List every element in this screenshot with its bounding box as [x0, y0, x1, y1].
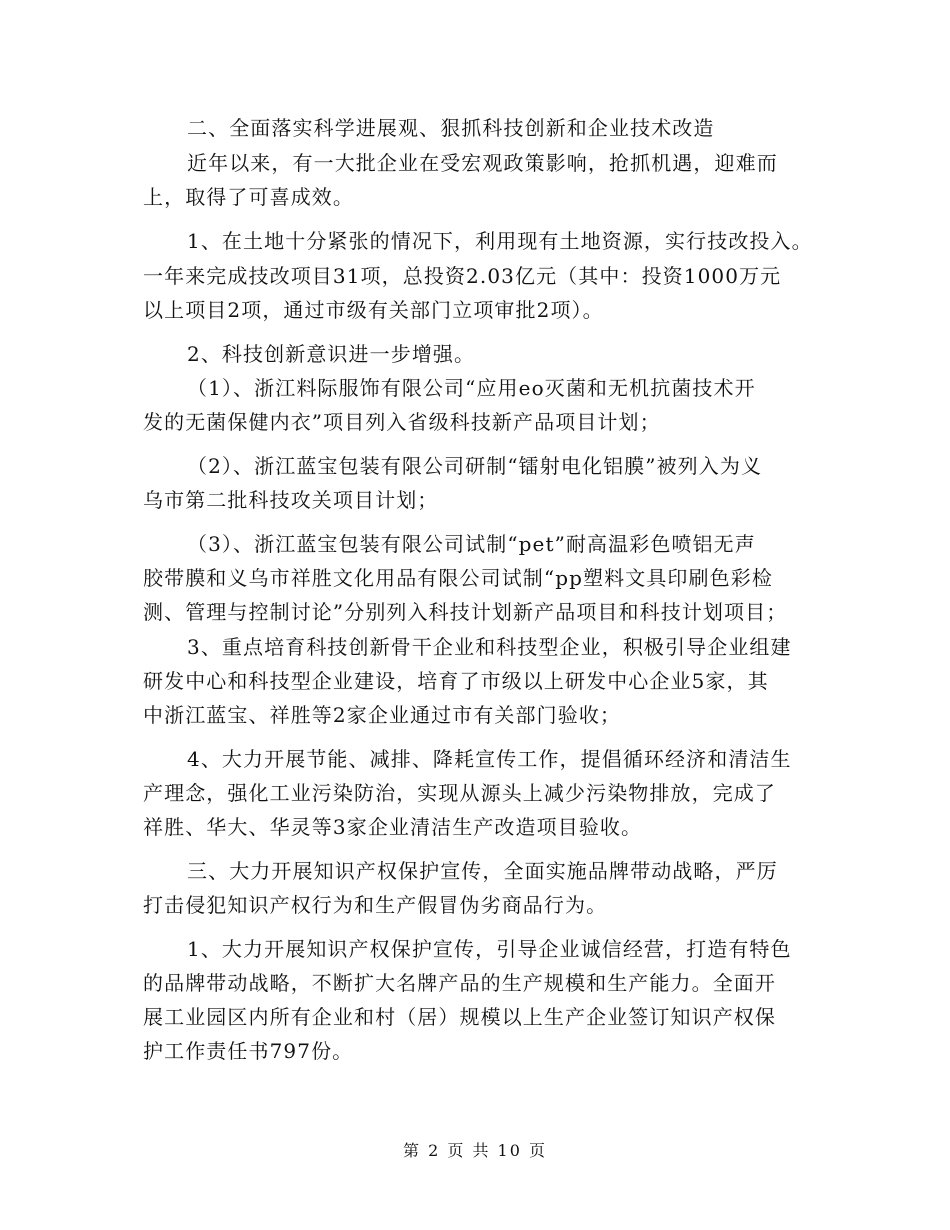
paragraph-line: 1、在土地十分紧张的情况下，利用现有土地资源，实行技改投入。 [187, 229, 813, 253]
paragraph-line: 打击侵犯知识产权行为和生产假冒伪劣商品行为。 [143, 893, 608, 917]
paragraph-line: 产理念，强化工业污染防治，实现从源头上减少污染物排放，完成了 [143, 781, 776, 805]
paragraph-line: 祥胜、华大、华灵等3家企业清洁生产改造项目验收。 [143, 815, 643, 839]
paragraph-line: 3、重点培育科技创新骨干企业和科技型企业，积极引导企业组建 [187, 635, 792, 659]
paragraph-line: 上，取得了可喜成效。 [143, 185, 354, 209]
paragraph-line: 护工作责任书797份。 [143, 1039, 354, 1063]
paragraph-line: 以上项目2项，通过市级有关部门立项审批2项）。 [143, 298, 604, 322]
paragraph-line: 1、大力开展知识产权保护宣传，引导企业诚信经营，打造有特色 [187, 937, 792, 961]
paragraph-line: 近年以来，有一大批企业在受宏观政策影响，抢抓机遇，迎难而 [187, 151, 778, 175]
paragraph-line: 胶带膜和义乌市祥胜文化用品有限公司试制“pp塑料文具印刷色彩检 [143, 566, 773, 590]
paragraph-line: （3）、浙江蓝宝包装有限公司试制“pet”耐高温彩色喷铝无声 [187, 532, 756, 556]
paragraph-line: 研发中心和科技型企业建设，培育了市级以上研发中心企业5家，其 [143, 669, 769, 693]
paragraph-line: 的品牌带动战略，不断扩大名牌产品的生产规模和生产能力。全面开 [143, 971, 776, 995]
paragraph-line: 发的无菌保健内衣”项目列入省级科技新产品项目计划； [143, 410, 661, 434]
paragraph-line: 一年来完成技改项目31项，总投资2.03亿元（其中：投资1000万元 [143, 264, 782, 288]
paragraph-line: 测、管理与控制讨论”分别列入科技计划新产品项目和科技计划项目； [143, 600, 788, 624]
paragraph-line: 中浙江蓝宝、祥胜等2家企业通过市有关部门验收； [143, 703, 622, 727]
paragraph-line: （2）、浙江蓝宝包装有限公司研制“镭射电化铝膜”被列入为义 [187, 454, 763, 478]
paragraph-line: 2、科技创新意识进一步增强。 [187, 342, 476, 366]
heading-section-3: 三、大力开展知识产权保护宣传，全面实施品牌带动战略，严厉 [187, 859, 778, 883]
heading-section-2: 二、全面落实科学进展观、狠抓科技创新和企业技术改造 [187, 116, 715, 140]
paragraph-line: 4、大力开展节能、减排、降耗宣传工作，提倡循环经济和清洁生 [187, 747, 792, 771]
paragraph-line: 乌市第二批科技攻关项目计划； [143, 488, 439, 512]
paragraph-line: （1）、浙江料际服饰有限公司“应用eo灭菌和无机抗菌技术开 [187, 376, 756, 400]
page-number-footer: 第 2 页 共 10 页 [403, 1141, 547, 1160]
paragraph-line: 展工业园区内所有企业和村（居）规模以上生产企业签订知识产权保 [143, 1005, 776, 1029]
